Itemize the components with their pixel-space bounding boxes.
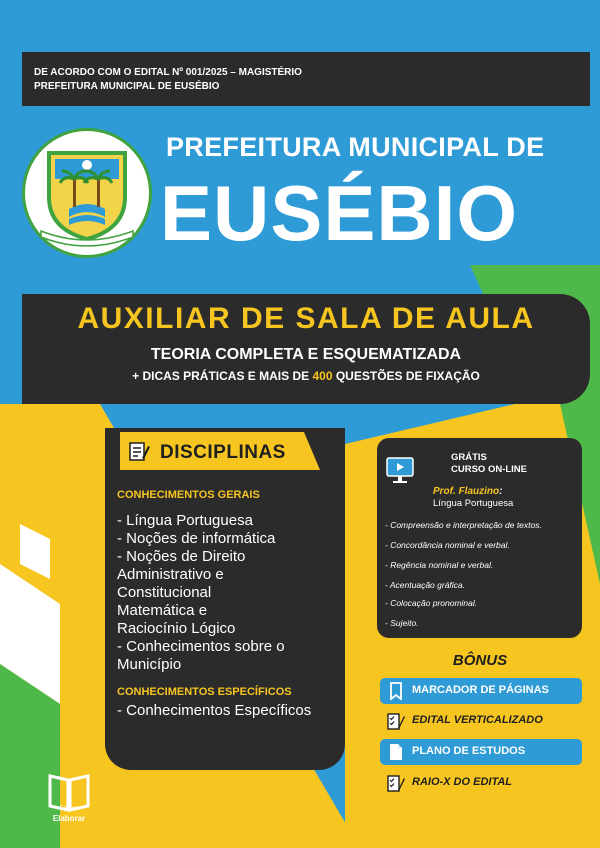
notepad-icon bbox=[128, 440, 150, 462]
list-item: Matemática e bbox=[117, 602, 208, 619]
disciplines-heading: DISCIPLINAS bbox=[160, 442, 286, 463]
bonus-bookmark bbox=[380, 678, 582, 704]
list-item: - Noções de informática bbox=[117, 530, 276, 547]
course-title: AUXILIAR DE SALA DE AULA bbox=[77, 302, 535, 335]
online-course-label: CURSO ON-LINE bbox=[451, 464, 527, 475]
bonus-label: MARCADOR DE PÁGINAS bbox=[412, 684, 549, 696]
list-item: - Conhecimentos Específicos bbox=[117, 702, 312, 719]
list-item: Constitucional bbox=[117, 584, 212, 601]
topic-item: - Acentuação gráfica. bbox=[385, 580, 466, 590]
bonus-label: RAIO-X DO EDITAL bbox=[412, 776, 513, 788]
publisher-small-label: Editora bbox=[59, 806, 79, 812]
course-extras bbox=[22, 369, 590, 383]
bonus-study-plan bbox=[380, 739, 582, 765]
professor-subject: Língua Portuguesa bbox=[433, 498, 514, 509]
list-item: Administrativo e bbox=[117, 566, 224, 583]
page-title-line1: PREFEITURA MUNICIPAL DE bbox=[166, 132, 545, 162]
bonus-label: PLANO DE ESTUDOS bbox=[412, 745, 526, 757]
bonus-heading: BÔNUS bbox=[452, 652, 508, 669]
bonus-label: EDITAL VERTICALIZADO bbox=[412, 714, 543, 726]
course-subtitle: TEORIA COMPLETA E ESQUEMATIZADA bbox=[150, 346, 462, 363]
list-item: - Noções de Direito bbox=[117, 548, 246, 565]
course-extras-suffix: QUESTÕES DE FIXAÇÃO bbox=[332, 369, 480, 383]
bookmark-icon bbox=[387, 682, 405, 700]
edital-line: DE ACORDO COM O EDITAL Nº 001/2025 – MAGISTÉRIO bbox=[34, 67, 302, 78]
question-count: 400 bbox=[312, 369, 333, 383]
page-title-municipality: EUSÉBIO bbox=[160, 169, 519, 257]
topic-item: - Colocação pronominal. bbox=[385, 598, 478, 608]
free-label: GRÁTIS bbox=[451, 452, 487, 463]
course-extras-prefix: + DICAS PRÁTICAS E MAIS DE bbox=[132, 369, 313, 383]
professor-colon: : bbox=[499, 486, 503, 497]
bonus-edital-verticalizado bbox=[380, 708, 582, 734]
specific-knowledge-heading: CONHECIMENTOS ESPECÍFICOS bbox=[117, 686, 292, 698]
list-item: - Língua Portuguesa bbox=[117, 512, 253, 529]
topic-item: - Concordância nominal e verbal. bbox=[385, 540, 510, 550]
document-icon bbox=[387, 743, 405, 761]
topic-item: - Compreensão e interpretação de textos. bbox=[385, 520, 542, 530]
list-item: Raciocínio Lógico bbox=[117, 620, 236, 637]
general-knowledge-list bbox=[117, 512, 342, 674]
online-course-card bbox=[377, 438, 582, 638]
prefeitura-line: PREFEITURA MUNICIPAL DE EUSÉBIO bbox=[34, 81, 220, 92]
general-knowledge-heading: CONHECIMENTOS GERAIS bbox=[117, 489, 260, 501]
topic-item: - Regência nominal e verbal. bbox=[385, 560, 494, 570]
video-monitor-icon bbox=[385, 456, 415, 486]
professor-name bbox=[433, 486, 502, 497]
list-item: - Conhecimentos sobre o bbox=[117, 638, 285, 655]
municipal-seal bbox=[22, 128, 152, 258]
publisher-name: Elaborar bbox=[52, 814, 86, 823]
list-item: Município bbox=[117, 656, 182, 673]
professor-name-text: Prof. Flauzino bbox=[433, 486, 500, 497]
checklist-pen-icon bbox=[387, 774, 405, 792]
topic-item: - Sujeito. bbox=[385, 618, 419, 628]
edital-band bbox=[22, 52, 590, 106]
coat-of-arms-icon bbox=[33, 139, 141, 247]
bonus-raio-x bbox=[380, 770, 582, 796]
course-banner bbox=[22, 294, 590, 404]
checklist-pen-icon bbox=[387, 712, 405, 730]
